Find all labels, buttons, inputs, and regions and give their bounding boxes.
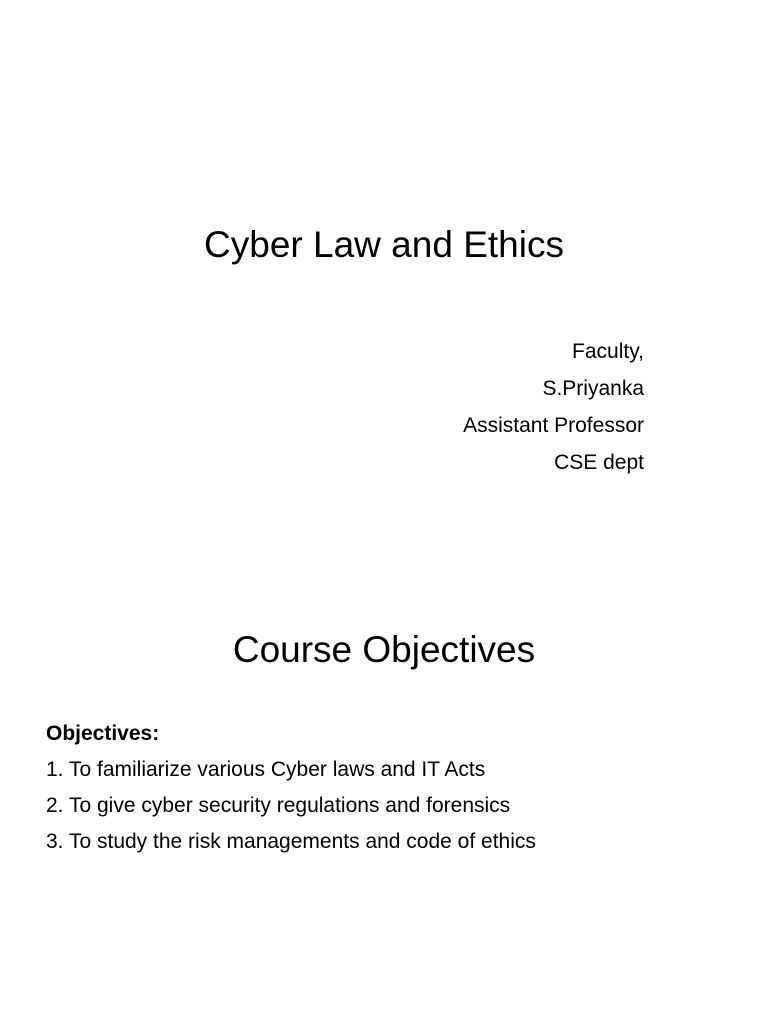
objectives-heading: Objectives: — [46, 722, 160, 745]
slide-title: Course Objectives — [232, 629, 536, 670]
faculty-label: Faculty, — [572, 340, 644, 363]
faculty-department: CSE dept — [554, 451, 644, 474]
list-item: 3. To study the risk managements and code of ethics — [46, 830, 536, 853]
list-item: 1. To familiarize various Cyber laws and IT Acts — [46, 758, 486, 781]
faculty-designation: Assistant Professor — [463, 414, 644, 437]
objectives-block — [46, 716, 536, 860]
objectives-slide — [0, 512, 768, 1024]
faculty-name: S.Priyanka — [542, 377, 644, 400]
list-item: 2. To give cyber security regulations and forensics — [46, 794, 511, 817]
faculty-info — [463, 333, 644, 481]
objectives-list — [46, 752, 536, 860]
slide-title: Cyber Law and Ethics — [204, 224, 564, 265]
